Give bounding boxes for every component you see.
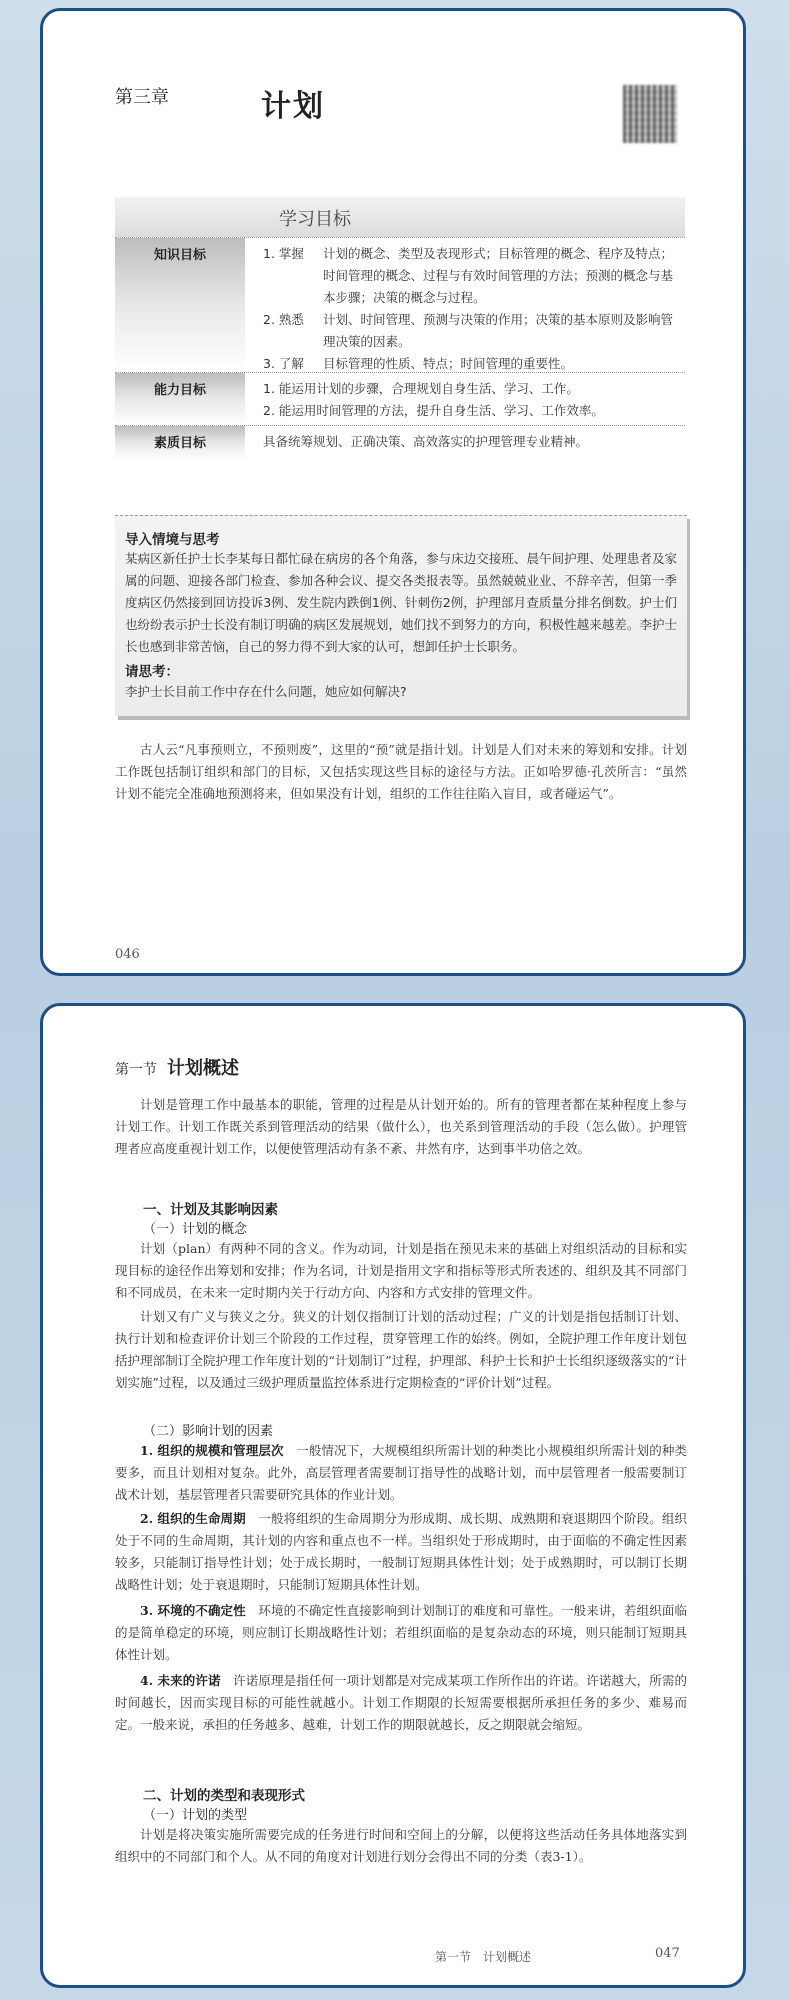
quality-label: 素质目标 [115, 426, 245, 460]
concept-paragraph-1: 计划（plan）有两种不同的含义。作为动词，计划是指在预见未来的基础上对组织活动的目标和实现目标的途径作出筹划和安排；作为名词，计划是指用文字和指标等形式所表述的、组织及其不同部门和不同成员，在未来一定时期内关于行动方向、内容和方式安排的管理文件。 [115, 1241, 687, 1300]
ability-item: 1. 能运用计划的步骤，合理规划自身生活、学习、工作。 [263, 381, 579, 396]
section-name: 计划概述 [167, 1058, 239, 1079]
page-number: 046 [115, 947, 140, 962]
concept-paragraph-2: 计划又有广义与狭义之分。狭义的计划仅指制订计划的活动过程；广义的计划是指包括制订计划、执行计划和检查评价计划三个阶段的工作过程，贯穿管理工作的始终。例如，全院护理工作年度计划包括护理部制订全院护理工作年度计划的“计划制订”过程，护理部、科护士长和护士长组织逐级落实的“计划实施”过程，以及通过三级护理质量监控体系进行定期检查的“评价计划”过程。 [115, 1309, 687, 1390]
factor-paragraph [115, 1670, 687, 1736]
knowledge-item-text: 计划、时间管理、预测与决策的作用；决策的基本原则及影响管理决策的因素。 [323, 312, 674, 349]
factor-paragraph [115, 1600, 687, 1666]
running-footer-title: 第一节 计划概述 [435, 1950, 532, 1964]
factor-title: 1. 组织的规模和管理层次 [140, 1443, 284, 1458]
factor-title: 4. 未来的许诺 [140, 1673, 221, 1688]
quality-objectives-row [115, 425, 685, 460]
lead-paragraph: 古人云“凡事预则立，不预则废”，这里的“预”就是指计划。计划是人们对未来的筹划和安排。计划工作既包括制订组织和部门的目标，又包括实现这些目标的途径与方法。正如哈罗德·孔茨所言：“虽然计划不能完全准确地预测将来，但如果没有计划，组织的工作往往陷入盲目，或者碰运气”。 [115, 742, 687, 801]
knowledge-item-num: 3. 了解 [263, 356, 304, 371]
heading-1: 二、计划的类型和表现形式 [143, 1788, 305, 1804]
page-046 [40, 8, 746, 976]
heading-2: （二）影响计划的因素 [143, 1424, 274, 1439]
intro-title: 导入情境与思考 [125, 532, 220, 548]
factor-paragraph [115, 1440, 687, 1506]
factor-text: 许诺原理是指任何一项计划都是对完成某项工作所作出的许诺。许诺越大，所需的时间越长，因而实现目标的可能性就越小。计划工作期限的长短需要根据所承担任务的多少、难易而定。一般来说，承担的任务越多、越难，计划工作的期限就越长，反之期限就会缩短。 [115, 1673, 687, 1732]
ability-label: 能力目标 [115, 373, 245, 425]
quality-content [245, 426, 685, 460]
knowledge-content [245, 238, 685, 372]
quality-text: 具备统筹规划、正确决策、高效落实的护理管理专业精神。 [263, 434, 589, 449]
factor-text: 环境的不确定性直接影响到计划制订的难度和可靠性。一般来讲，若组织面临的是简单稳定的环境，则应制订长期战略性计划；若组织面临的是复杂动态的环境，则只能制订短期具体性计划。 [115, 1603, 687, 1662]
types-paragraph: 计划是将决策实施所需要完成的任务进行时间和空间上的分解，以便将这些活动任务具体地落实到组织中的不同部门和个人。从不同的角度对计划进行划分会得出不同的分类（表3-1）。 [115, 1827, 687, 1864]
ability-content [245, 373, 685, 425]
qr-code-icon[interactable] [623, 85, 677, 143]
knowledge-item-num: 1. 掌握 [263, 246, 304, 261]
intro-question: 李护士长目前工作中存在什么问题，她应如何解决? [125, 684, 407, 699]
factor-text: 一般将组织的生命周期分为形成期、成长期、成熟期和衰退期四个阶段。组织处于不同的生命周期，其计划的内容和重点也不一样。当组织处于形成期时，由于面临的不确定性因素较多，只能制订指导性计划；处于成长期时，一般制订短期具体性计划；处于成熟期时，可以制订长期战略性计划；处于衰退期时，只能制订短期具体性计划。 [115, 1511, 687, 1592]
knowledge-item-text: 计划的概念、类型及表现形式；目标管理的概念、程序及特点；时间管理的概念、过程与有效时间管理的方法；预测的概念与基本步骤；决策的概念与过程。 [323, 246, 674, 305]
intro-think-label: 请思考： [125, 664, 179, 680]
factor-title: 2. 组织的生命周期 [140, 1511, 246, 1526]
chapter-label: 第三章 [115, 87, 169, 108]
section-title [115, 1054, 239, 1080]
intro-body: 某病区新任护士长李某每日都忙碌在病房的各个角落，参与床边交接班、晨午间护理、处理患者及家属的问题、迎接各部门检查、参加各种会议、提交各类报表等。虽然兢兢业业、不辞辛苦，但第一季度病区仍然接到回访投诉3例、发生院内跌倒1例、针刺伤2例，护理部月查质量分排名倒数。护士们也纷纷表示护士长没有制订明确的病区发展规划，她们找不到努力的方向，积极性越来越差。李护士长也感到非常苦恼，自己的努力得不到大家的认可，想卸任护士长职务。 [125, 551, 677, 654]
ability-item: 2. 能运用时间管理的方法，提升自身生活、学习、工作效率。 [263, 403, 604, 418]
page-number: 047 [655, 1946, 680, 1961]
heading-2: （一）计划的类型 [143, 1808, 248, 1823]
knowledge-item [263, 309, 685, 353]
factor-paragraph [115, 1508, 687, 1596]
learning-objectives-table [115, 197, 685, 460]
knowledge-item [263, 353, 685, 375]
section-label: 第一节 [115, 1062, 157, 1078]
objectives-heading: 学习目标 [279, 209, 351, 230]
heading-2: （一）计划的概念 [143, 1222, 248, 1237]
chapter-title: 计划 [261, 89, 325, 124]
intro-scenario-box [115, 515, 687, 716]
factor-text: 一般情况下，大规模组织所需计划的种类比小规模组织所需计划的种类要多，而且计划相对复杂。此外，高层管理者需要制订指导性的战略计划，而中层管理者一般需要制订战术计划，基层管理者只需要研究具体的作业计划。 [115, 1443, 687, 1502]
knowledge-objectives-row [115, 237, 685, 372]
knowledge-label: 知识目标 [115, 238, 245, 372]
knowledge-item-text: 目标管理的性质、特点；时间管理的重要性。 [323, 356, 574, 371]
knowledge-item-num: 2. 熟悉 [263, 312, 304, 327]
heading-1: 一、计划及其影响因素 [143, 1202, 278, 1218]
knowledge-item [263, 243, 685, 309]
page-047 [40, 1003, 746, 1988]
factor-title: 3. 环境的不确定性 [140, 1603, 246, 1618]
section-intro-paragraph: 计划是管理工作中最基本的职能，管理的过程是从计划开始的。所有的管理者都在某种程度上参与计划工作。计划工作既关系到管理活动的结果（做什么），也关系到管理活动的手段（怎么做）。护理管理者应高度重视计划工作，以便使管理活动有条不紊、井然有序，达到事半功倍之效。 [115, 1097, 687, 1156]
objectives-heading-bar [115, 197, 685, 237]
ability-objectives-row [115, 372, 685, 425]
